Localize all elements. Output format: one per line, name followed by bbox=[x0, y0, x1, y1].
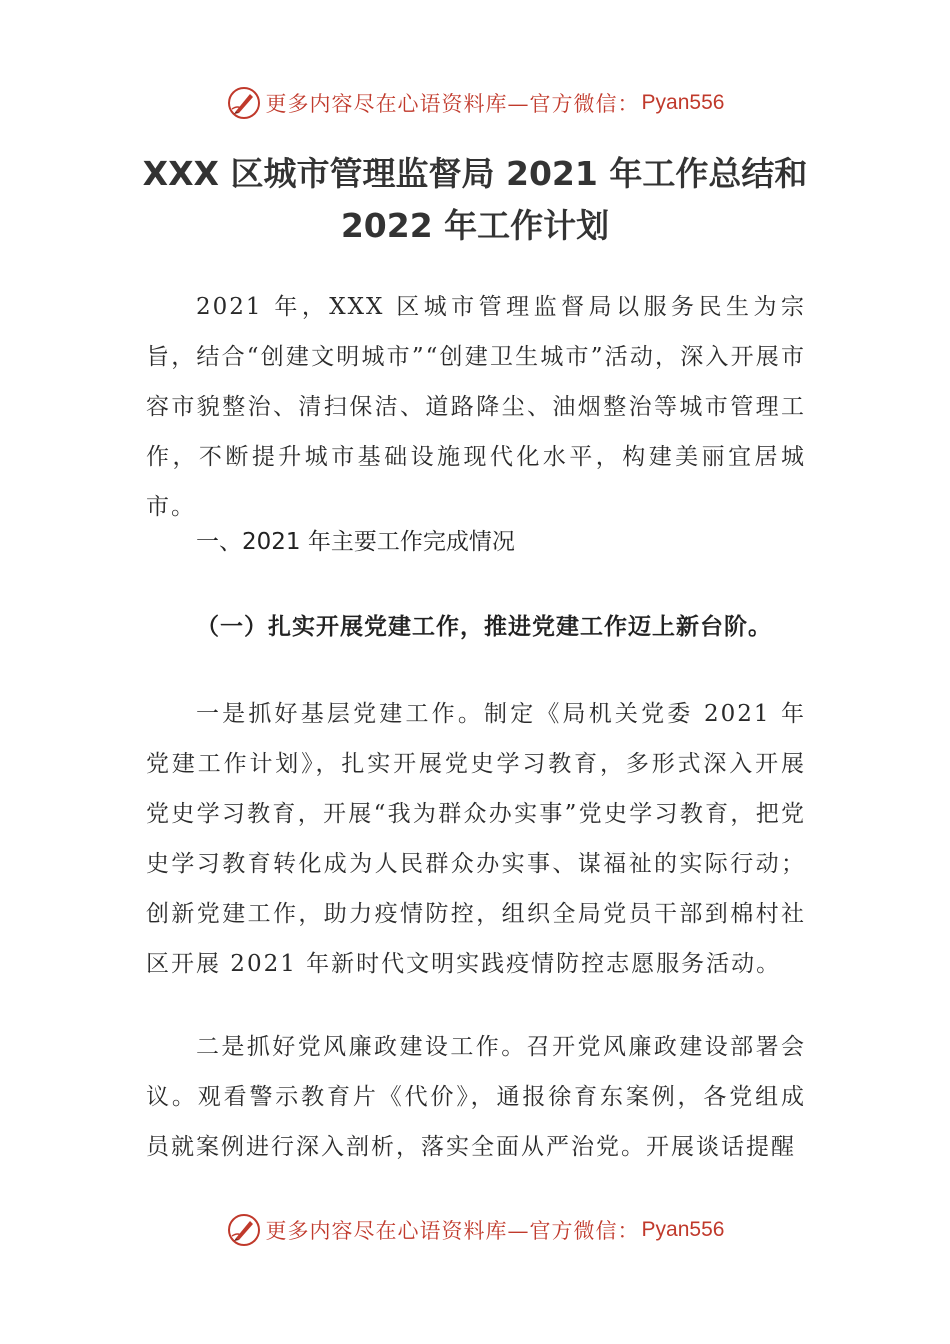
intro-paragraph: 2021 年，XXX 区城市管理监督局以服务民生为宗旨，结合“创建文明城市”“创建卫生城市”活动，深入开展市容市貌整治、清扫保洁、道路降尘、油烟整治等城市管理工作，不断提升城市基础设施现代化水平，构建美丽宜居城市。 bbox=[146, 294, 806, 520]
watermark-wechat-id: Pyan556 bbox=[641, 1218, 725, 1241]
section-heading-1: 一、2021 年主要工作完成情况 bbox=[196, 529, 515, 555]
watermark-text: 更多内容尽在心语资料库—官方微信： bbox=[265, 1219, 640, 1243]
watermark-text: 更多内容尽在心语资料库—官方微信： bbox=[265, 92, 640, 116]
subsection-heading-1: （一）扎实开展党建工作，推进党建工作迈上新台阶。 bbox=[196, 614, 772, 640]
paragraph-party-building: 一是抓好基层党建工作。制定《局机关党委 2021 年党建工作计划》，扎实开展党史学习教育，多形式深入开展党史学习教育，开展“我为群众办实事”党史学习教育，把党史学习教育转化成为人民群众办实事、谋福祉的实际行动；创新党建工作，助力疫情防控，组织全局党员干部到棉村社区开展 2021 年新时代文明实践疫情防控志愿服务活动。 bbox=[146, 701, 806, 977]
pen-logo-icon bbox=[226, 85, 262, 121]
title-line-1: XXX 区城市管理监督局 2021 年工作总结和 bbox=[142, 154, 808, 193]
title-line-2: 2022 年工作计划 bbox=[340, 206, 610, 245]
watermark-footer bbox=[0, 1210, 950, 1250]
watermark-wechat-id: Pyan556 bbox=[641, 91, 725, 114]
pen-logo-icon bbox=[226, 1212, 262, 1248]
paragraph-integrity: 二是抓好党风廉政建设工作。召开党风廉政建设部署会议。观看警示教育片《代价》，通报徐育东案例，各党组成员就案例进行深入剖析，落实全面从严治党。开展谈话提醒 bbox=[146, 1034, 806, 1160]
watermark-header bbox=[0, 83, 950, 123]
document-title bbox=[60, 148, 890, 252]
